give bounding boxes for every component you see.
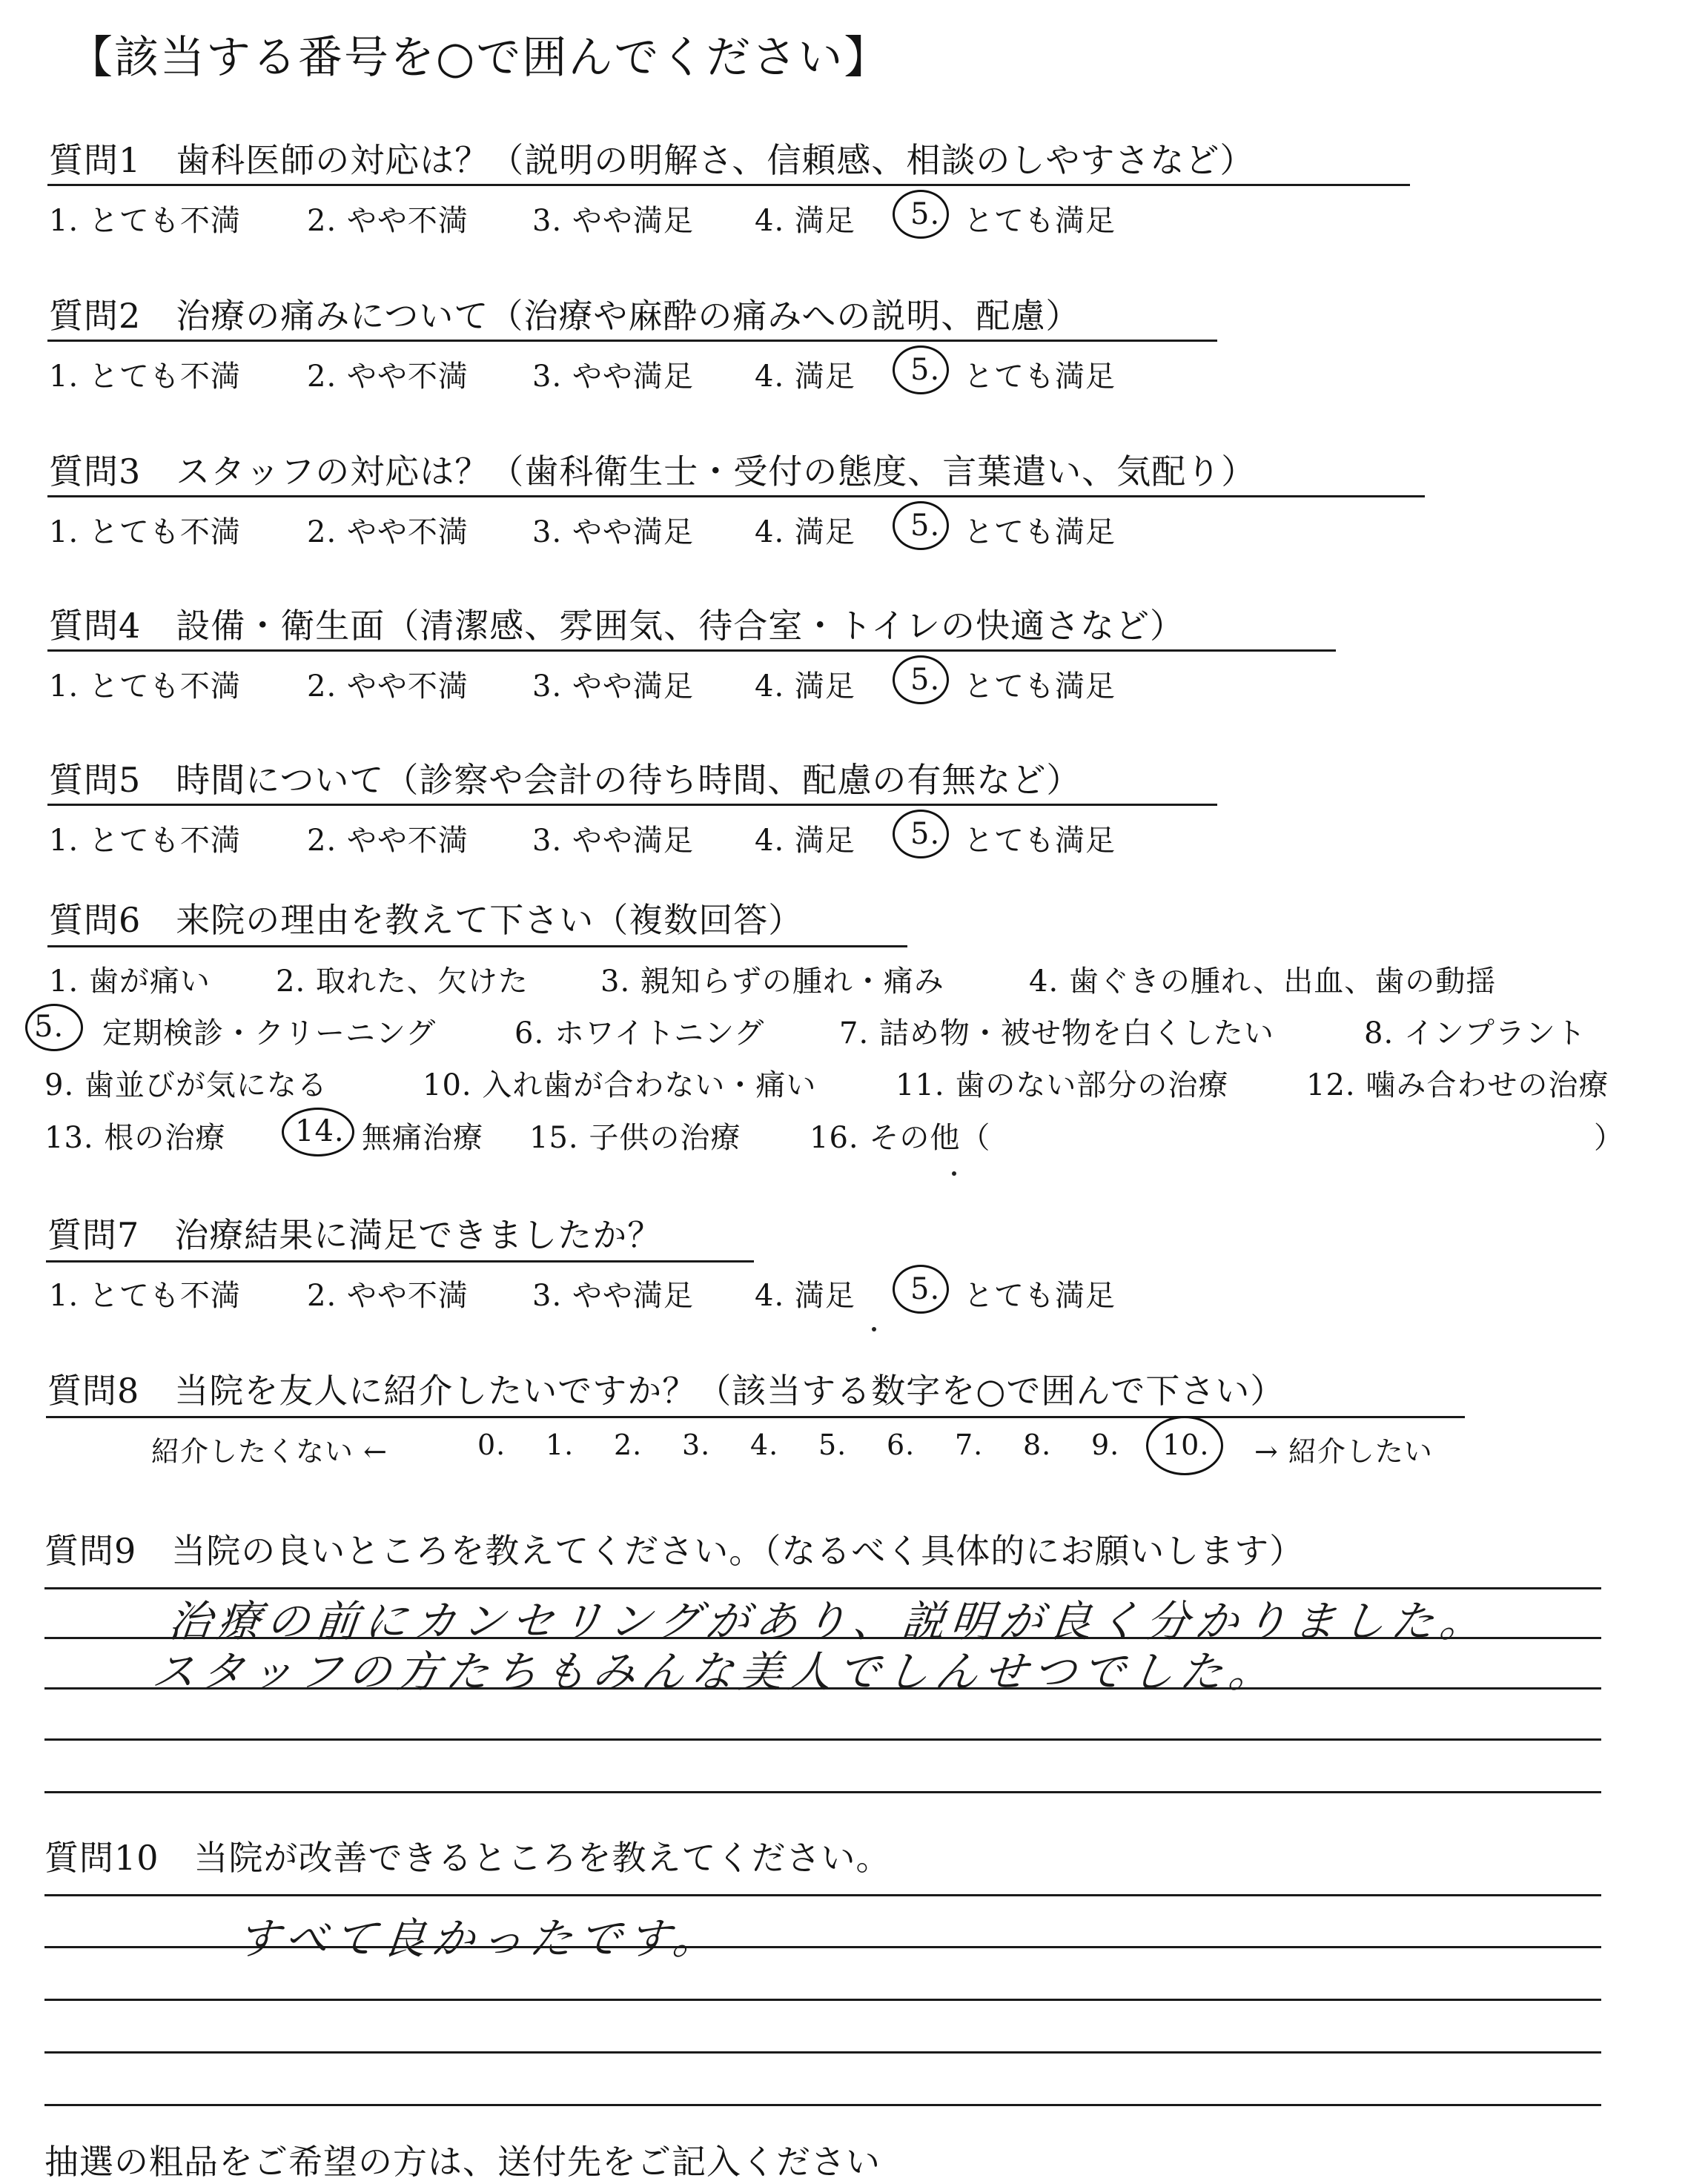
q2-title-underline (47, 340, 1217, 342)
q1-title: 質問1 歯科医師の対応は？（説明の明解さ、信頼感、相談のしやすさなど） (49, 140, 1255, 180)
q1-option-4: 4. 満足 (755, 204, 855, 238)
q8-scale-9: 9. (1091, 1429, 1120, 1461)
q5-option-1: 1. とても不満 (49, 824, 241, 858)
q1-title-underline (47, 184, 1410, 186)
q6-option-2: 2. 取れた、欠けた (276, 964, 529, 999)
q10-answer-line (44, 2051, 1601, 2054)
q10-answer-line (44, 1999, 1601, 2001)
q4-title: 質問4 設備・衛生面（清潔感、雰囲気、待合室・トイレの快適さなど） (49, 606, 1185, 646)
q5-selected-circle[interactable] (893, 810, 949, 858)
q8-title: 質問8 当院を友人に紹介したいですか？（該当する数字を○で囲んで下さい） (47, 1371, 1285, 1411)
q6-option-15: 15. 子供の治療 (529, 1121, 741, 1155)
q8-selected-circle[interactable] (1146, 1416, 1223, 1475)
q2-selected-circle[interactable] (893, 345, 949, 394)
q5-option-3: 3. やや満足 (532, 824, 694, 858)
q10-handwritten-answer-line-1: すべて良かったです。 (234, 1913, 725, 1964)
q8-scale-5: 5. (818, 1429, 847, 1461)
q6-option-4: 4. 歯ぐきの腫れ、出血、歯の動揺 (1029, 964, 1497, 999)
q6-option-10: 10. 入れ歯が合わない・痛い (423, 1068, 817, 1102)
q6-option-14-circle[interactable] (282, 1108, 354, 1156)
q4-option-5-label: とても満足 (964, 669, 1116, 704)
q6-option-16: 16. その他（ (810, 1121, 991, 1155)
q10-answer-line (44, 2104, 1601, 2106)
q7-option-1: 1. とても不満 (49, 1279, 241, 1313)
q7-option-5: 5. (910, 1272, 941, 1306)
q8-scale-3: 3. (682, 1429, 711, 1461)
q1-option-3: 3. やや満足 (532, 204, 694, 238)
q2-option-5-label: とても満足 (964, 360, 1116, 394)
q2-option-3: 3. やや満足 (532, 360, 694, 394)
q7-option-3: 3. やや満足 (532, 1279, 694, 1313)
stray-mark (952, 1171, 956, 1176)
q3-selected-circle[interactable] (893, 501, 949, 550)
q7-option-4: 4. 満足 (755, 1279, 855, 1313)
q3-option-2: 2. やや不満 (307, 515, 469, 549)
q3-option-3: 3. やや満足 (532, 515, 694, 549)
q8-scale-4: 4. (750, 1429, 779, 1461)
q5-option-4: 4. 満足 (755, 824, 855, 858)
q3-title-underline (47, 495, 1425, 497)
q8-scale-8: 8. (1023, 1429, 1052, 1461)
q4-title-underline (47, 649, 1336, 652)
q4-selected-circle[interactable] (893, 655, 949, 704)
q7-title: 質問7 治療結果に満足できましたか？ (47, 1215, 663, 1255)
q9-title: 質問9 当院の良いところを教えてください。（なるべく具体的にお願いします） (44, 1531, 1305, 1571)
q6-title: 質問6 来院の理由を教えて下さい（複数回答） (49, 900, 804, 940)
q5-title: 質問5 時間について（診察や会計の待ち時間、配慮の有無など） (49, 760, 1082, 800)
q7-title-underline (46, 1260, 754, 1263)
q6-option-9: 9. 歯並びが気になる (44, 1068, 328, 1102)
q2-option-1: 1. とても不満 (49, 360, 241, 394)
q7-selected-circle[interactable] (893, 1265, 949, 1314)
q10-title: 質問10 当院が改善できるところを教えてください。 (44, 1838, 891, 1878)
q1-option-2: 2. やや不満 (307, 204, 469, 238)
q1-option-5: 5. (910, 197, 941, 231)
q4-option-5: 5. (910, 663, 941, 697)
q4-option-2: 2. やや不満 (307, 669, 469, 704)
q6-option-16-close-paren: ） (1594, 1121, 1624, 1155)
q6-option-12: 12. 噛み合わせの治療 (1306, 1068, 1609, 1102)
q9-handwritten-answer-line-1: 治療の前にカンセリングがあり、説明が良く分かりました。 (165, 1596, 1492, 1647)
page-heading: 【該当する番号を○で囲んでください】 (68, 32, 890, 84)
q3-option-4: 4. 満足 (755, 515, 855, 549)
footer-text: 抽選の粗品をご希望の方は、送付先をご記入ください (44, 2142, 881, 2182)
q8-scale-1: 1. (546, 1429, 575, 1461)
q2-option-4: 4. 満足 (755, 360, 855, 394)
q4-option-3: 3. やや満足 (532, 669, 694, 704)
q6-option-7: 7. 詰め物・被せ物を白くしたい (839, 1016, 1274, 1050)
q6-option-5-number: 5. (34, 1010, 64, 1044)
q9-handwritten-answer-line-2: スタッフの方たちもみんな美人でしんせつでした。 (149, 1647, 1281, 1697)
q3-title: 質問3 スタッフの対応は？（歯科衛生士・受付の態度、言葉遣い、気配り） (49, 451, 1257, 492)
q6-option-14-number: 14. (295, 1114, 345, 1148)
q7-option-2: 2. やや不満 (307, 1279, 469, 1313)
q6-option-14-label: 無痛治療 (362, 1121, 483, 1155)
q9-answer-line (44, 1791, 1601, 1793)
q8-scale-10: 10. (1162, 1429, 1210, 1461)
q8-scale-7: 7. (955, 1429, 984, 1461)
q5-title-underline (47, 804, 1217, 806)
q8-scale-0: 0. (477, 1429, 506, 1461)
q6-option-6: 6. ホワイトニング (514, 1016, 765, 1050)
q3-option-1: 1. とても不満 (49, 515, 241, 549)
stray-mark (872, 1327, 876, 1331)
q2-option-2: 2. やや不満 (307, 360, 469, 394)
q6-option-8: 8. インプラント (1364, 1016, 1586, 1050)
q2-title: 質問2 治療の痛みについて（治療や麻酔の痛みへの説明、配慮） (49, 296, 1081, 336)
q8-scale-6: 6. (887, 1429, 916, 1461)
q6-option-13: 13. 根の治療 (44, 1121, 226, 1155)
q1-option-1: 1. とても不満 (49, 204, 241, 238)
q8-left-label: 紹介したくない ← (151, 1435, 388, 1468)
q8-title-underline (46, 1416, 1465, 1418)
q5-option-2: 2. やや不満 (307, 824, 469, 858)
q1-selected-circle[interactable] (893, 190, 949, 239)
q10-answer-line (44, 1894, 1601, 1896)
q5-option-5-label: とても満足 (964, 824, 1116, 858)
q5-option-5: 5. (910, 817, 941, 851)
q3-option-5-label: とても満足 (964, 515, 1116, 549)
q7-option-5-label: とても満足 (964, 1279, 1116, 1313)
q6-title-underline (47, 945, 907, 947)
q6-option-1: 1. 歯が痛い (49, 964, 211, 999)
q4-option-4: 4. 満足 (755, 669, 855, 704)
q8-right-label: → 紹介したい (1254, 1435, 1433, 1468)
q3-option-5: 5. (910, 509, 941, 543)
q1-option-5-label: とても満足 (964, 204, 1116, 238)
q6-option-3: 3. 親知らずの腫れ・痛み (600, 964, 944, 999)
q4-option-1: 1. とても不満 (49, 669, 241, 704)
q6-option-5-label: 定期検診・クリーニング (102, 1016, 437, 1050)
q6-option-11: 11. 歯のない部分の治療 (896, 1068, 1229, 1102)
q9-answer-line (44, 1738, 1601, 1741)
q6-option-5-circle[interactable] (25, 1004, 83, 1051)
q8-scale-2: 2. (614, 1429, 643, 1461)
q2-option-5: 5. (910, 353, 941, 387)
